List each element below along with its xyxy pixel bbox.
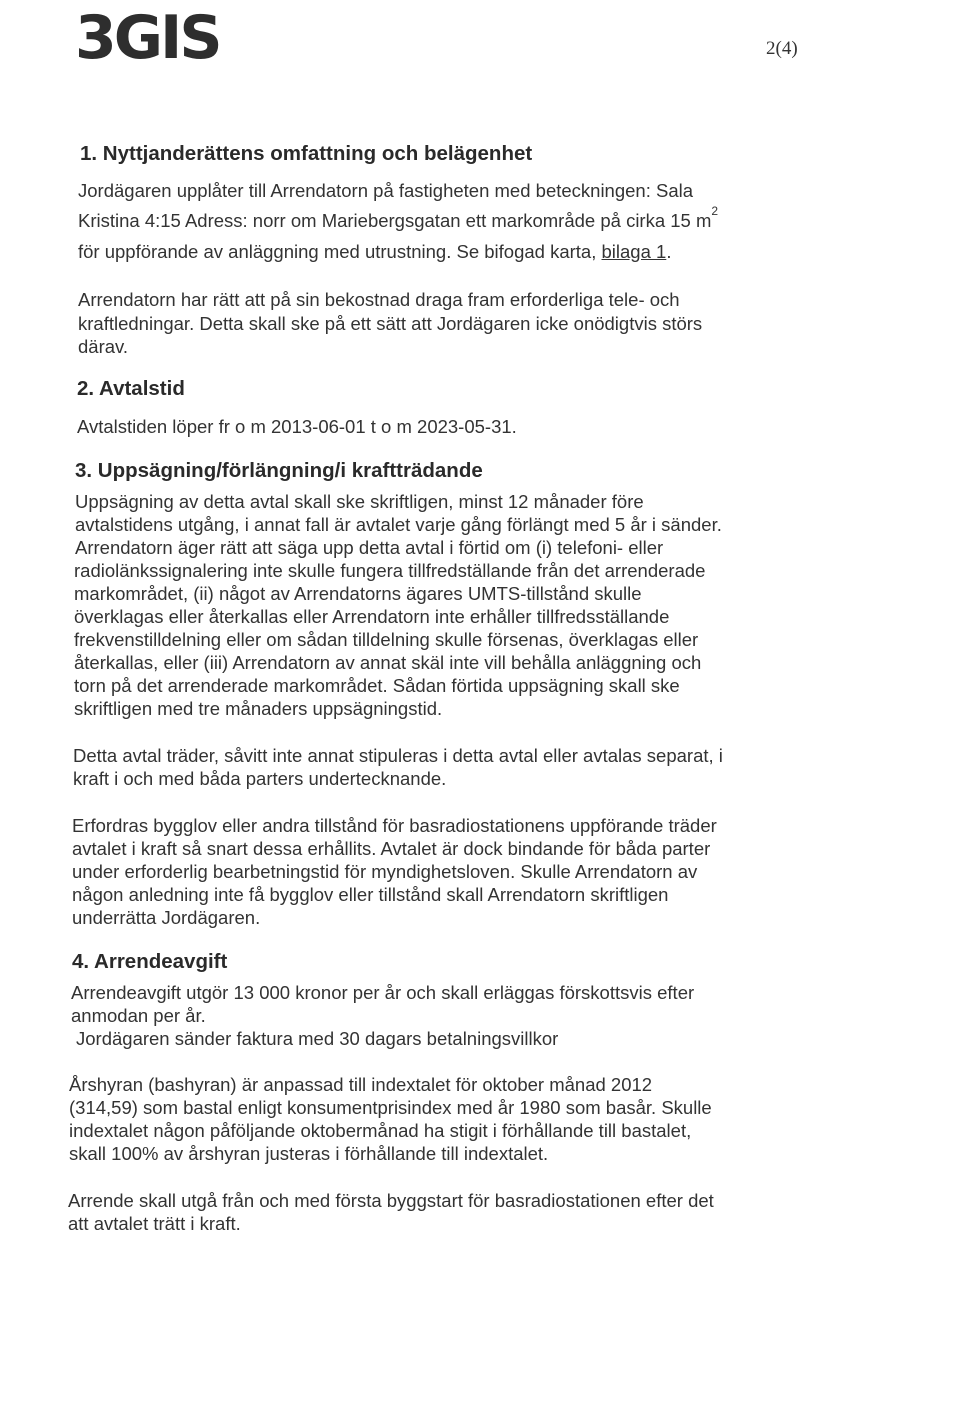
paragraph-line: Detta avtal träder, såvitt inte annat stipuleras i detta avtal eller avtalas separat, i <box>73 745 723 766</box>
paragraph-line: Arrendatorn äger rätt att säga upp detta avtal i förtid om (i) telefoni- eller <box>75 537 664 558</box>
paragraph-line: (314,59) som bastal enligt konsumentprisindex med år 1980 som basår. Skulle <box>69 1097 712 1118</box>
paragraph-line <box>78 240 671 263</box>
paragraph-line: Jordägaren upplåter till Arrendatorn på fastigheten med beteckningen: Sala <box>78 180 694 201</box>
paragraph-line: överklagas eller återkallas eller Arrendatorn inte erhåller tillfredsställande <box>74 606 670 627</box>
bilaga-link[interactable]: bilaga 1 <box>601 241 667 262</box>
paragraph-line: skall 100% av årshyran justeras i förhållande till indextalet. <box>69 1143 549 1164</box>
page-number: 2(4) <box>766 38 798 59</box>
paragraph-line: torn på det arrenderade markområdet. Sådan förtida uppsägning skall ske <box>74 675 680 696</box>
paragraph-line: Uppsägning av detta avtal skall ske skriftligen, minst 12 månader före <box>75 491 644 512</box>
section-3-heading: 3. Uppsägning/förlängning/i kraftträdande <box>75 459 483 482</box>
paragraph-line: återkallas, eller (iii) Arrendatorn av annat skäl inte vill behålla anläggning och <box>74 652 702 673</box>
paragraph-line: skriftligen med tre månaders uppsägningstid. <box>74 698 443 719</box>
paragraph-line: Årshyran (bashyran) är anpassad till indextalet för oktober månad 2012 <box>69 1074 653 1095</box>
paragraph-text: för uppförande av anläggning med utrustning. Se bifogad karta, <box>78 241 602 262</box>
paragraph-line: kraftledningar. Detta skall ske på ett sätt att Jordägaren icke onödigtvis störs <box>78 313 703 334</box>
paragraph-line: indextalet någon påföljande oktobermånad ha stigit i förhållande till bastalet, <box>69 1120 692 1141</box>
section-1-heading: 1. Nyttjanderättens omfattning och belägenhet <box>80 142 533 165</box>
paragraph-line: Avtalstiden löper fr o m 2013-06-01 t o m 2023-05-31. <box>77 416 517 437</box>
paragraph-line: avtalstidens utgång, i annat fall är avtalet varje gång förlängt med 5 år i sänder. <box>75 514 722 535</box>
paragraph-line: Erfordras bygglov eller andra tillstånd för basradiostationens uppförande träder <box>72 815 717 836</box>
section-2-heading: 2. Avtalstid <box>77 377 185 400</box>
company-logo: 3GIS <box>75 3 220 73</box>
paragraph-line: Jordägaren sänder faktura med 30 dagars betalningsvillkor <box>76 1028 559 1049</box>
paragraph-line: anmodan per år. <box>71 1005 206 1026</box>
paragraph-line: underrätta Jordägaren. <box>72 907 261 928</box>
paragraph-line: Arrendeavgift utgör 13 000 kronor per år och skall erläggas förskottsvis efter <box>71 982 695 1003</box>
paragraph-line: markområdet, (ii) något av Arrendatorns ägares UMTS-tillstånd skulle <box>74 583 642 604</box>
paragraph-line: Arrende skall utgå från och med första byggstart för basradiostationen efter det <box>68 1190 714 1211</box>
paragraph-line: Arrendatorn har rätt att på sin bekostnad draga fram erforderliga tele- och <box>78 289 680 310</box>
paragraph-line: kraft i och med båda parters undertecknande. <box>73 768 447 789</box>
superscript: 2 <box>711 204 719 218</box>
paragraph-line: någon anledning inte få bygglov eller tillstånd skall Arrendatorn skriftligen <box>72 884 669 905</box>
paragraph-text: . <box>666 241 672 262</box>
paragraph-line: därav. <box>78 336 129 357</box>
paragraph-line: frekvenstilldelning eller om sådan tilldelning skulle försenas, överklagas eller <box>74 629 699 650</box>
paragraph-text: Kristina 4:15 Adress: norr om Mariebergsgatan ett markområde på cirka 15 m <box>78 210 712 231</box>
paragraph-line: att avtalet trätt i kraft. <box>68 1213 241 1234</box>
paragraph-line: avtalet i kraft så snart dessa erhållits. Avtalet är dock bindande för båda parter <box>72 838 711 859</box>
section-4-heading: 4. Arrendeavgift <box>72 950 228 973</box>
paragraph-line: radiolänkssignalering inte skulle fungera tillfredställande från det arrenderade <box>74 560 706 581</box>
paragraph-line: under erforderlig bearbetningstid för myndighetsloven. Skulle Arrendatorn av <box>72 861 698 882</box>
paragraph-line <box>78 204 719 235</box>
